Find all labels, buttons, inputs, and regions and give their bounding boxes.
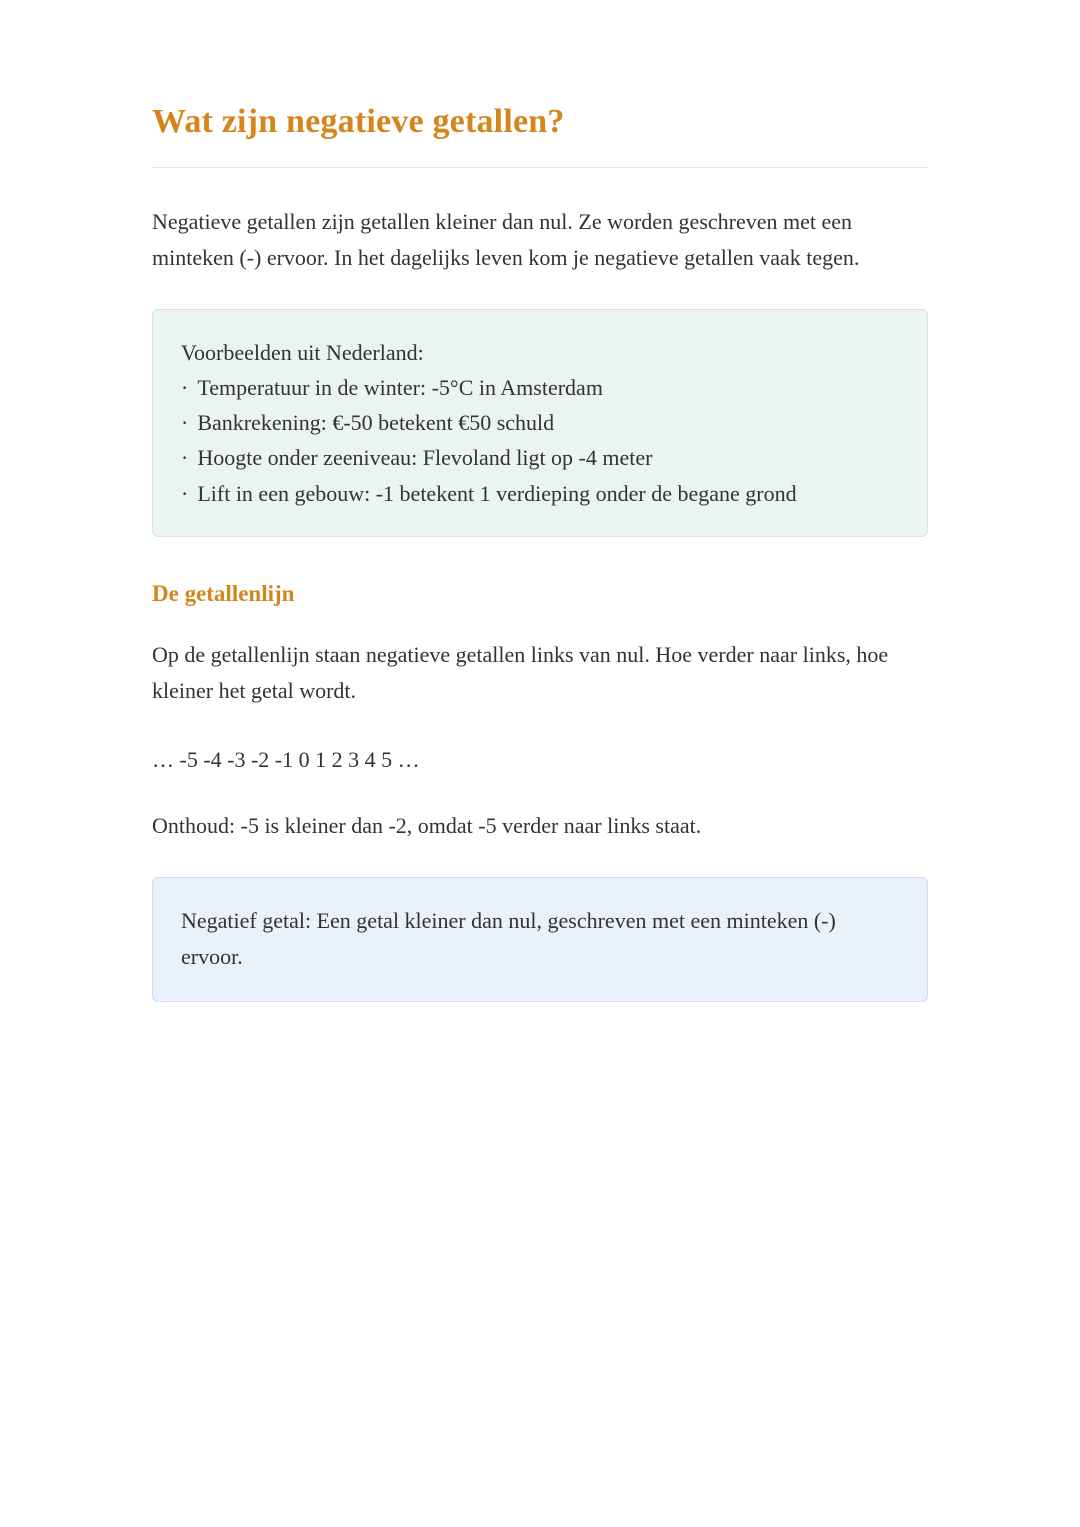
- bullet-dot-icon: ·: [181, 445, 189, 471]
- list-item: [181, 476, 899, 511]
- definition-box: [152, 877, 928, 1002]
- numberline-paragraph: Op de getallenlijn staan negatieve getallen links van nul. Hoe verder naar links, hoe kleiner het getal wordt.: [152, 641, 889, 704]
- list-item-text: Lift in een gebouw: -1 betekent 1 verdieping onder de begane grond: [197, 480, 797, 506]
- list-item: [181, 440, 899, 475]
- bullet-dot-icon: ·: [181, 480, 189, 506]
- list-item: [181, 405, 899, 440]
- examples-list: [181, 370, 899, 511]
- list-item: [181, 370, 899, 405]
- article: [152, 0, 928, 1002]
- note-paragraph: Onthoud: -5 is kleiner dan -2, omdat -5 verder naar links staat.: [152, 813, 702, 839]
- examples-box: [152, 309, 928, 537]
- intro-paragraph: Negatieve getallen zijn getallen kleiner dan nul. Ze worden geschreven met een minteken (-) ervoor. In het dagelijks leven kom je negatieve getallen vaak tegen.: [152, 208, 860, 271]
- examples-heading: Voorbeelden uit Nederland:: [181, 339, 424, 365]
- section-heading: De getallenlijn: [152, 580, 295, 606]
- bullet-dot-icon: ·: [181, 410, 189, 436]
- list-item-text: Temperatuur in de winter: -5°C in Amsterdam: [197, 375, 603, 401]
- number-line: … -5 -4 -3 -2 -1 0 1 2 3 4 5 …: [152, 746, 420, 772]
- page-title: Wat zijn negatieve getallen?: [152, 103, 565, 140]
- list-item-text: Hoogte onder zeeniveau: Flevoland ligt op -4 meter: [197, 445, 653, 471]
- bullet-dot-icon: ·: [181, 375, 189, 401]
- title-divider: [152, 167, 928, 168]
- definition-text: Negatief getal: Een getal kleiner dan nul, geschreven met een minteken (-) ervoor.: [181, 907, 836, 970]
- list-item-text: Bankrekening: €-50 betekent €50 schuld: [197, 410, 555, 436]
